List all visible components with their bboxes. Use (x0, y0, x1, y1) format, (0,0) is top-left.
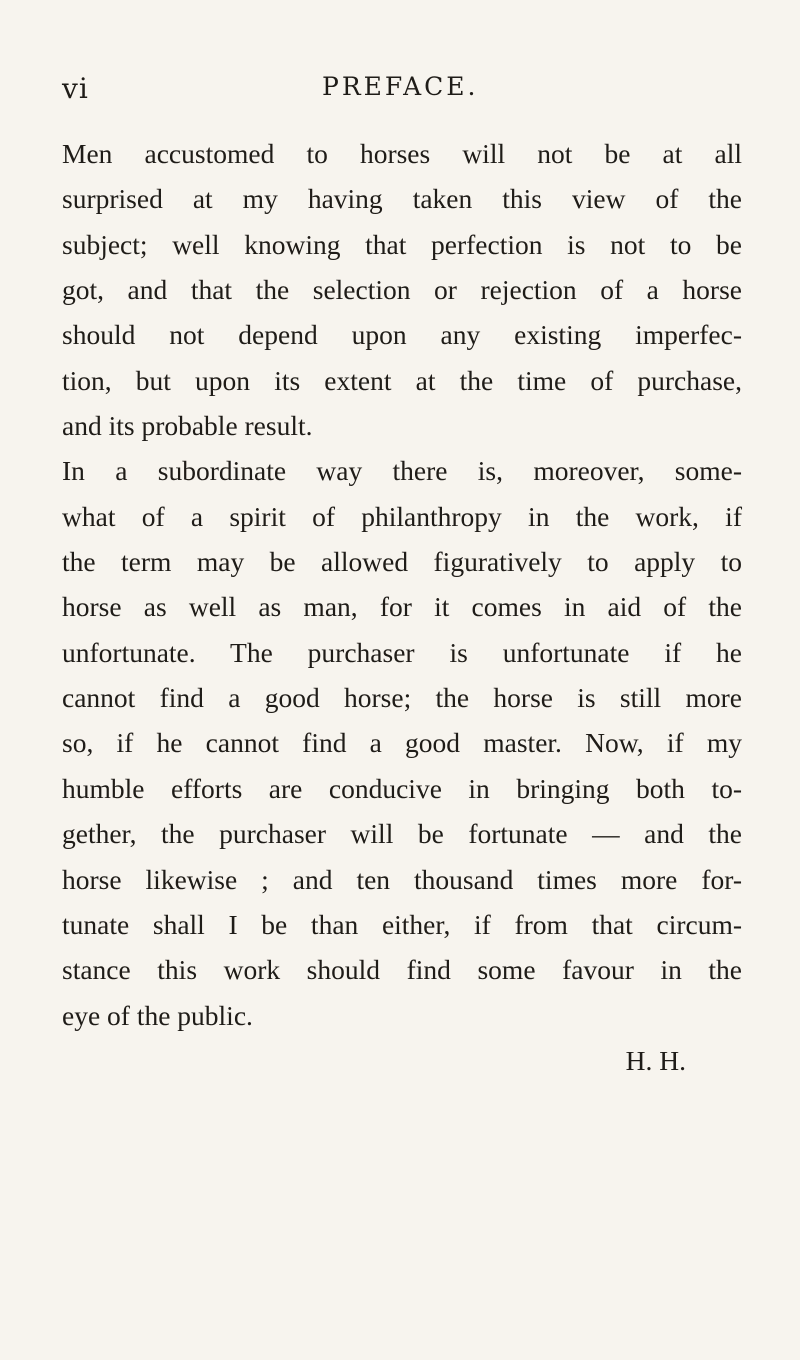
preface-body (62, 131, 742, 1083)
text-line: stance this work should find some favour in the (62, 954, 742, 986)
text-line: what of a spirit of philanthropy in the work, if (62, 500, 742, 532)
text-line: cannot find a good horse; the horse is still more (62, 682, 742, 714)
text-line: subject; well knowing that perfection is not to be (62, 228, 742, 260)
text-line: gether, the purchaser will be fortunate — and the (62, 818, 742, 850)
text-line: and its probable result. (62, 410, 313, 442)
text-line: surprised at my having taken this view of the (62, 183, 742, 215)
text-line: humble efforts are conducive in bringing both to- (62, 772, 742, 804)
text-line: so, if he cannot find a good master. Now, if my (62, 727, 742, 759)
text-line: unfortunate. The purchaser is unfortunate if he (62, 636, 742, 668)
text-line: horse as well as man, for it comes in aid of the (62, 591, 742, 623)
running-head: PREFACE. (322, 72, 479, 101)
signature: H. H. (625, 1044, 686, 1076)
page-header (62, 72, 742, 112)
text-line: tion, but upon its extent at the time of purchase, (62, 364, 742, 396)
page-number: vi (62, 72, 89, 105)
text-line: should not depend upon any existing imperfec- (62, 319, 742, 351)
text-line: horse likewise ; and ten thousand times more for- (62, 863, 742, 895)
text-line: eye of the public. (62, 999, 253, 1031)
text-line: the term may be allowed figuratively to apply to (62, 546, 742, 578)
text-line: got, and that the selection or rejection of a horse (62, 274, 742, 306)
text-line: In a subordinate way there is, moreover, some- (62, 455, 742, 487)
text-line: Men accustomed to horses will not be at all (62, 138, 742, 169)
text-line: tunate shall I be than either, if from that circum- (62, 908, 742, 940)
